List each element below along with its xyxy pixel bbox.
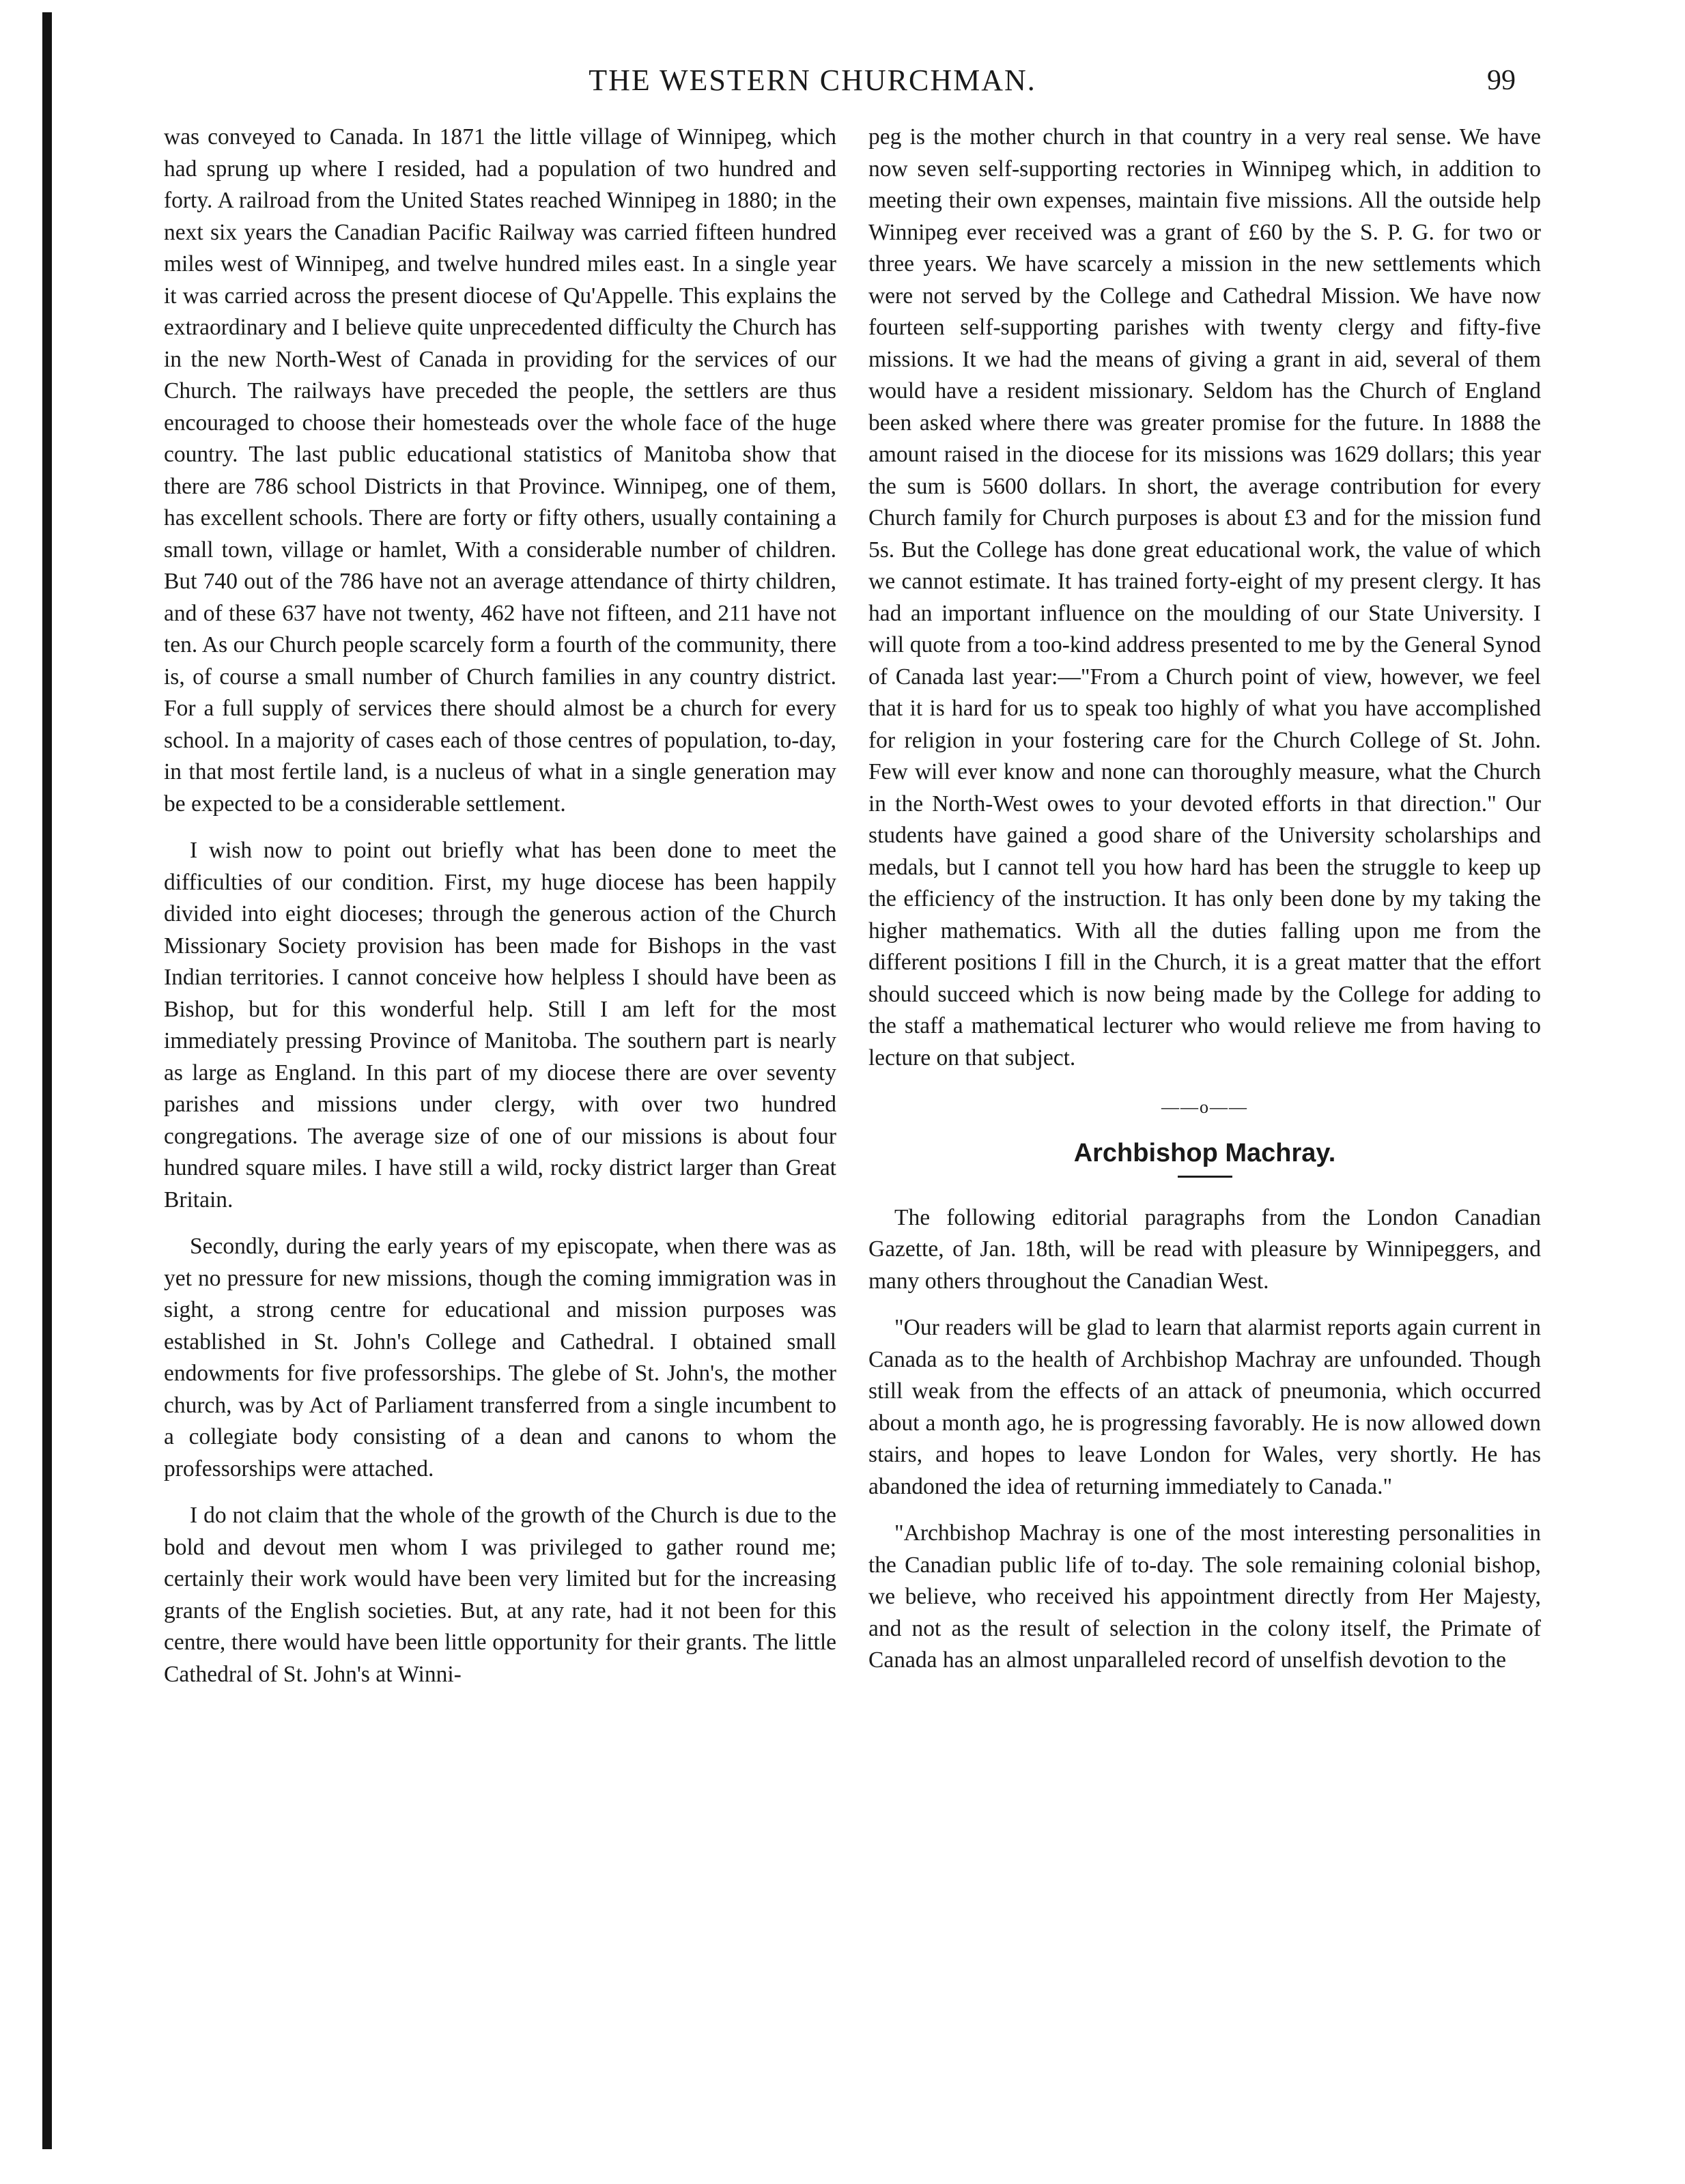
paragraph: "Archbishop Machray is one of the most interesting personalities in the Canadian public life of to-day. The sole remaining colonial bishop, we believe, who received his appointment directly from Her Majesty, and not as the result of selection in the colony itself, the Primate of Canada has an almost unparalleled record of unselfish devotion to the [868,1520,1541,1673]
section-heading: Archbishop Machray. [1073,1138,1336,1167]
paragraph: "Our readers will be glad to learn that alarmist reports again current in Canada as to the health of Archbishop Machray are unfounded. Though still weak from the effects of an attack of pneumonia, which occurred about a month ago, he is progressing favorably. He is now allowed down stairs, and hopes to leave London for Wales, very shortly. He has abandoned the idea of returning immediately to Canada." [868,1315,1541,1499]
heading-rule [1178,1176,1232,1178]
right-column [868,122,1541,1692]
paragraph: was conveyed to Canada. In 1871 the little village of Winnipeg, which had sprung up where I resided, had a population of two hundred and forty. A railroad from the United States reached Winnipeg in 1880; in the next six years the Canadian Pacific Railway was carried fifteen hundred miles west of Winnipeg, and twelve hundred miles east. In a single year it was carried across the present diocese of Qu'Appelle. This explains the extraordinary and I believe quite unprecedented difficulty the Church has in the new North-West of Canada in providing for the services of our Church. The railways have preceded the people, the settlers are thus encouraged to choose their homesteads over the whole face of the huge country. The last public educational statistics of Manitoba show that there are 786 school Districts in that Province. Winnipeg, one of them, has excellent schools. There are forty or fifty others, usually containing a small town, village or hamlet, With a considerable number of children. But 740 out of the 786 have not an average attendance of thirty children, and of these 637 have not twenty, 462 have not fifteen, and 211 have not ten. As our Church people scarcely form a fourth of the community, there is, of course a small number of Church families in any country district. For a full supply of services there should almost be a church for every school. In a majority of cases each of those centres of population, to-day, in that most fertile land, is a nucleus of what in a single generation may be expected to be a considerable settlement. [164,124,836,817]
binding-edge [42,12,52,2149]
paragraph: I wish now to point out briefly what has been done to meet the difficulties of our condition. First, my huge diocese has been happily divided into eight dioceses; through the generous action of the Church Missionary Society provision has been made for Bishops in the vast Indian territories. I cannot conceive how helpless I should have been as Bishop, but for this wonderful help. Still I am left for the most immediately pressing Province of Manitoba. The southern part is nearly as large as England. In this part of my diocese there are over seventy parishes and missions under clergy, with over two hundred congregations. The average size of one of our missions is about four hundred square miles. I have still a wild, rocky district larger than Great Britain. [164,838,836,1212]
paragraph: peg is the mother church in that country in a very real sense. We have now seven self-supporting rectories in Winnipeg which, in addition to meeting their own expenses, maintain five missions. All the outside help Winnipeg ever received was a grant of £60 by the S. P. G. for two or three years. We have scarcely a mission in the new settlements which were not served by the College and Cathedral Mission. We have now fourteen self-supporting parishes with twenty clergy and fifty-five missions. It we had the means of giving a grant in aid, several of them would have a resident missionary. Seldom has the Church of England been asked where there was greater promise for the future. In 1888 the amount raised in the diocese for its missions was 1629 dollars; this year the sum is 5600 dollars. In short, the average contribution for every Church family for Church purposes is about £3 and for the mission fund 5s. But the College has done great educational work, the value of which we cannot estimate. It has trained forty-eight of my present clergy. It has had an important influence on the moulding of our State University. I will quote from a too-kind address presented to me by the General Synod of Canada last year:—"From a Church point of view, however, we feel that it is hard for us to speak too highly of what you have accomplished for religion in your fostering care for the Church College of St. John. Few will ever know and none can thoroughly measure, what the Church in the North-West owes to your devoted efforts in that direction." Our students have gained a good share of the University scholarships and medals, but I cannot tell you how hard has been the struggle to keep up the efficiency of the instruction. It has only been done by my taking the higher mathematics. With all the duties falling upon me from the different positions I fill in the Church, it is a great matter that the effort should succeed which is now being made by the College for adding to the staff a mathematical lecturer who would relieve me from having to lecture on that subject. [868,124,1541,1070]
journal-title: THE WESTERN CHURCHMAN. [589,63,1036,97]
section-divider: ——o—— [1161,1097,1248,1117]
paragraph: I do not claim that the whole of the growth of the Church is due to the bold and devout men whom I was privileged to gather round me; certainly their work would have been very limited but for the increasing grants of the English societies. But, at any rate, had it not been for this centre, there would have been little opportunity for their grants. The little Cathedral of St. John's at Winni- [164,1503,836,1687]
page-header [109,60,1516,108]
paragraph: Secondly, during the early years of my episcopate, when there was as yet no pressure for new missions, though the coming immigration was in sight, a strong centre for educational and mission purposes was established in St. John's College and Cathedral. I obtained small endowments for five professorships. The glebe of St. John's, the mother church, was by Act of Parliament transferred from a single incumbent to a collegiate body consisting of a dean and canons to whom the professorships were attached. [164,1234,836,1481]
paragraph: The following editorial paragraphs from the London Canadian Gazette, of Jan. 18th, will be read with pleasure by Winnipeggers, and many others throughout the Canadian West. [868,1204,1541,1294]
page-number: 99 [1487,65,1516,96]
left-column [164,122,836,1705]
